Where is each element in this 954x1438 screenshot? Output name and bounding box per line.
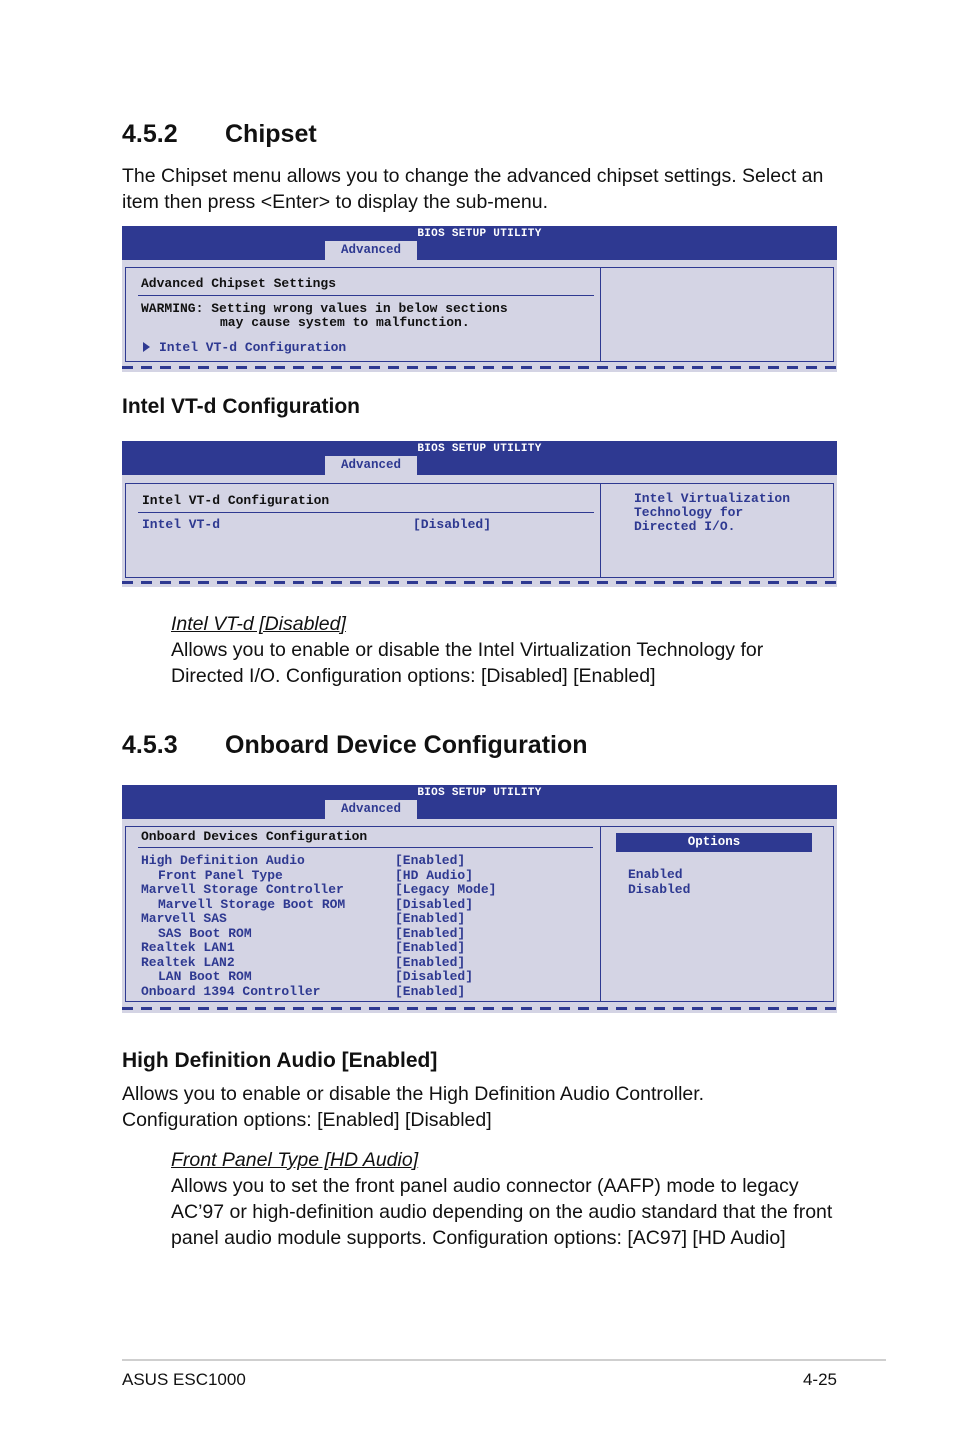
section-title: Chipset [225, 120, 317, 148]
bios-screen-vtd [122, 441, 837, 587]
tab-advanced[interactable]: Advanced [325, 456, 417, 475]
setting-row-high-definition-audio[interactable] [141, 853, 601, 868]
paragraph-line: panel audio module supports. Configuration options: [AC97] [HD Audio] [171, 1227, 786, 1249]
bios-screen-chipset [122, 226, 837, 372]
bios-bottom-dashes [122, 366, 837, 369]
bios-heading-rule [138, 295, 594, 296]
setting-row-marvell-storage-boot-rom[interactable] [141, 897, 601, 912]
option-disabled[interactable]: Disabled [628, 882, 691, 897]
bios-screen-onboard [122, 785, 837, 1013]
bios-heading: Intel VT-d Configuration [142, 493, 330, 508]
paragraph-line: item then press <Enter> to display the sub-menu. [122, 191, 548, 213]
bios-heading-rule [138, 512, 594, 513]
front-panel-type-description [171, 1147, 832, 1251]
option-enabled[interactable]: Enabled [628, 867, 683, 882]
setting-value: [Enabled] [395, 925, 466, 941]
setting-row-front-panel-type[interactable] [141, 868, 601, 883]
bios-divider [600, 268, 601, 361]
section-heading-chipset [122, 120, 317, 149]
hda-description [122, 1081, 704, 1133]
bios-title: BIOS SETUP UTILITY [417, 787, 542, 799]
tab-advanced[interactable]: Advanced [325, 241, 417, 260]
option-title: Front Panel Type [HD Audio] [171, 1149, 419, 1171]
bios-bottom-dashes [122, 1007, 837, 1010]
setting-label: High Definition Audio [141, 853, 305, 868]
subheading-intel-vtd: Intel VT-d Configuration [122, 395, 360, 418]
setting-row-realtek-lan2[interactable] [141, 955, 601, 970]
vtd-item-value[interactable]: [Disabled] [413, 517, 492, 532]
warning-line: WARMING: Setting wrong values in below sections [141, 301, 508, 316]
setting-row-sas-boot-rom[interactable] [141, 926, 601, 941]
setting-value: [Enabled] [395, 983, 466, 999]
setting-value: [Enabled] [395, 954, 466, 970]
vtd-description [171, 611, 763, 689]
paragraph-line: Directed I/O. Configuration options: [Disabled] [Enabled] [171, 665, 656, 687]
help-text-line: Technology for [634, 505, 744, 520]
bios-heading-rule [138, 847, 593, 848]
paragraph-line: AC’97 or high-definition audio depending on the audio standard that the front [171, 1201, 833, 1223]
paragraph-line: The Chipset menu allows you to change the advanced chipset settings. Select an [122, 165, 824, 187]
warning-line: may cause system to malfunction. [220, 315, 470, 330]
paragraph-line: Configuration options: [Enabled] [Disabled] [122, 1109, 492, 1131]
setting-label: Realtek LAN1 [141, 940, 235, 955]
setting-row-lan-boot-rom[interactable] [141, 969, 601, 984]
bios-divider [600, 484, 601, 577]
option-title: Intel VT-d [Disabled] [171, 613, 346, 635]
submenu-item-intel-vtd[interactable]: Intel VT-d Configuration [159, 340, 347, 355]
setting-row-realtek-lan1[interactable] [141, 940, 601, 955]
tab-advanced[interactable]: Advanced [325, 800, 417, 819]
paragraph-line: Allows you to enable or disable the High Definition Audio Controller. [122, 1083, 705, 1105]
footer-page-number: 4-25 [802, 1370, 837, 1389]
help-text-line: Intel Virtualization [634, 491, 791, 506]
section-number: 4.5.3 [122, 731, 178, 759]
section-heading-onboard [122, 731, 588, 760]
footer-product: ASUS ESC1000 [122, 1370, 246, 1389]
setting-label: Realtek LAN2 [141, 954, 235, 970]
bios-title: BIOS SETUP UTILITY [417, 228, 542, 240]
chipset-intro [122, 163, 823, 215]
setting-row-marvell-storage-controller[interactable] [141, 882, 601, 897]
setting-row-marvell-sas[interactable] [141, 911, 601, 926]
bios-title: BIOS SETUP UTILITY [417, 443, 542, 455]
setting-label: LAN Boot ROM [158, 969, 252, 984]
footer-rule [122, 1359, 886, 1361]
help-text-line: Directed I/O. [634, 519, 736, 534]
setting-label: Onboard 1394 Controller [141, 983, 321, 999]
setting-label: SAS Boot ROM [158, 925, 252, 941]
vtd-item-label[interactable]: Intel VT-d [142, 517, 221, 532]
submenu-arrow-icon [143, 342, 150, 352]
setting-row-onboard-1394-controller[interactable] [141, 984, 601, 999]
bios-heading: Onboard Devices Configuration [141, 829, 368, 844]
options-header: Options [616, 833, 812, 852]
setting-label: Marvell SAS [141, 911, 227, 926]
section-number: 4.5.2 [122, 120, 178, 148]
bios-bottom-dashes [122, 581, 837, 584]
setting-value: [Enabled] [395, 911, 466, 926]
subheading-hda: High Definition Audio [Enabled] [122, 1049, 438, 1072]
setting-value: [Legacy Mode] [395, 882, 497, 897]
setting-label: Marvell Storage Boot ROM [158, 896, 346, 912]
setting-value: [Enabled] [395, 940, 466, 955]
bios-heading: Advanced Chipset Settings [141, 276, 337, 291]
paragraph-line: Allows you to set the front panel audio connector (AAFP) mode to legacy [171, 1175, 799, 1197]
section-title: Onboard Device Configuration [225, 731, 588, 759]
setting-value: [Disabled] [395, 969, 474, 984]
setting-label: Marvell Storage Controller [141, 882, 344, 897]
setting-value: [Disabled] [395, 896, 474, 912]
setting-label: Front Panel Type [158, 867, 283, 883]
setting-value: [Enabled] [395, 853, 466, 868]
setting-value: [HD Audio] [395, 867, 474, 883]
paragraph-line: Allows you to enable or disable the Intel Virtualization Technology for [171, 639, 764, 661]
